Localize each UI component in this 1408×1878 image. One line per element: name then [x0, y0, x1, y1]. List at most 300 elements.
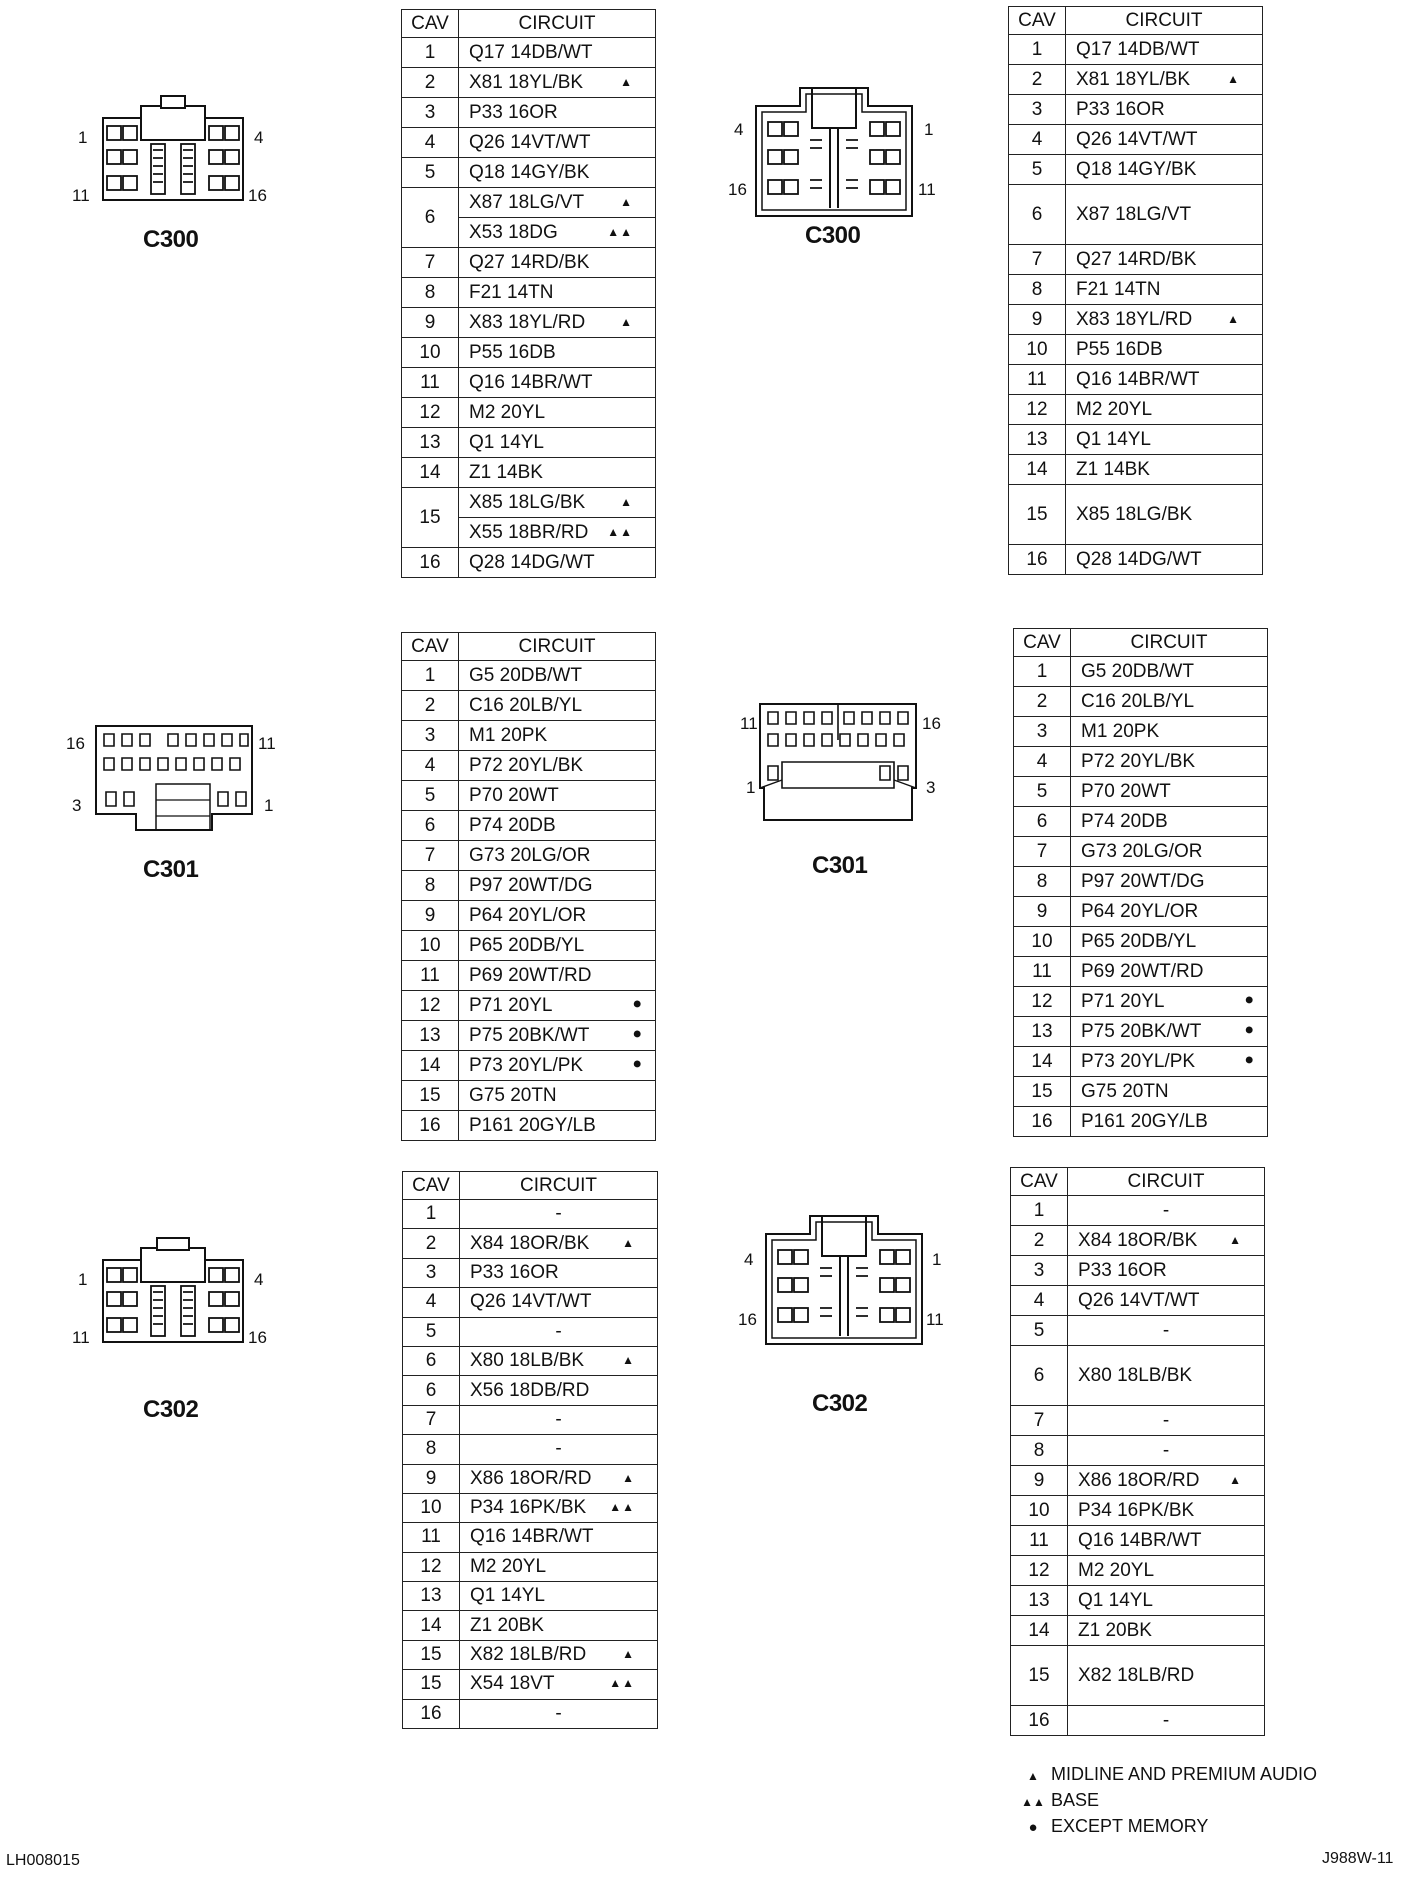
circuit-cell [460, 1346, 658, 1375]
legend-text: EXCEPT MEMORY [1051, 1816, 1209, 1836]
connector-label: C300 [805, 222, 861, 249]
circuit-code: X87 18LG/VT [469, 191, 585, 213]
circuit-cell [1066, 335, 1263, 365]
midline-premium-icon: ▲ [620, 194, 633, 209]
table-row [402, 691, 656, 721]
cavity-number: 5 [403, 1317, 460, 1346]
header-cav: CAV [402, 10, 459, 38]
cavity-number: 5 [1011, 1316, 1068, 1346]
circuit-code: X81 18YL/BK [469, 71, 584, 93]
circuit-code: X80 18LB/BK [1078, 1364, 1193, 1386]
midline-premium-icon: ▲ [622, 1353, 635, 1368]
table-row [1014, 837, 1268, 867]
table-row [403, 1464, 658, 1493]
circuit-code: G75 20TN [469, 1084, 557, 1106]
cavity-number: 15 [403, 1640, 460, 1669]
circuit-code: X84 18OR/BK [1078, 1229, 1198, 1251]
circuit-code: X82 18LB/RD [1078, 1664, 1195, 1686]
circuit-cell [459, 128, 656, 158]
header-circuit: CIRCUIT [460, 1172, 658, 1200]
cavity-number: 2 [402, 691, 459, 721]
table-row [402, 398, 656, 428]
cavity-number: 11 [1014, 957, 1071, 987]
circuit-cell [460, 1552, 658, 1581]
circuit-code: M2 20YL [470, 1555, 547, 1577]
table-row [403, 1405, 658, 1434]
pin-label: 11 [740, 714, 758, 733]
circuit-code: Q28 14DG/WT [1076, 548, 1202, 570]
circuit-cell [1068, 1196, 1265, 1226]
pin-label: 16 [66, 734, 85, 753]
circuit-cell [1068, 1646, 1265, 1706]
table-header-row [1009, 7, 1263, 35]
cavity-number: 12 [403, 1552, 460, 1581]
circuit-cell [459, 721, 656, 751]
circuit-cell [459, 841, 656, 871]
circuit-cell [1068, 1556, 1265, 1586]
table-row [1011, 1226, 1265, 1256]
pin-label: 4 [734, 120, 744, 139]
table-row [402, 811, 656, 841]
cavity-number: 9 [1011, 1466, 1068, 1496]
table-row [402, 901, 656, 931]
table-row [1011, 1586, 1265, 1616]
cavity-number: 1 [402, 38, 459, 68]
cavity-number: 9 [402, 308, 459, 338]
table-row [1009, 335, 1263, 365]
circuit-cell [459, 368, 656, 398]
circuit-code: Q16 14BR/WT [1078, 1529, 1202, 1551]
pinout-table-c302-left [402, 1171, 658, 1729]
circuit-cell [1066, 545, 1263, 575]
circuit-cell [1066, 95, 1263, 125]
cavity-number: 6 [402, 188, 459, 248]
cavity-number: 10 [402, 931, 459, 961]
cavity-number: 7 [403, 1405, 460, 1434]
pin-label: 1 [78, 128, 88, 147]
midline-premium-icon: ▲ [620, 494, 633, 509]
table-row [1014, 657, 1268, 687]
except-memory-icon: ● [1244, 991, 1255, 1009]
base-icon: ▲▲ [609, 1499, 635, 1514]
table-row [1014, 927, 1268, 957]
figure-ref-left: LH008015 [6, 1852, 80, 1869]
circuit-cell [1068, 1496, 1265, 1526]
pin-label: 11 [72, 1328, 90, 1347]
circuit-cell [460, 1523, 658, 1552]
table-header-row [403, 1172, 658, 1200]
table-row [1014, 747, 1268, 777]
circuit-cell [459, 458, 656, 488]
table-row [1009, 185, 1263, 245]
circuit-code: X86 18OR/RD [1078, 1469, 1200, 1491]
circuit-code: P65 20DB/YL [1081, 930, 1197, 952]
circuit-code: Q18 14GY/BK [1076, 158, 1197, 180]
table-header-row [402, 633, 656, 661]
table-row [402, 278, 656, 308]
circuit-code: Q17 14DB/WT [1076, 38, 1200, 60]
table-row [1014, 807, 1268, 837]
circuit-code: - [555, 1203, 562, 1225]
circuit-code: P161 20GY/LB [469, 1114, 596, 1136]
circuit-code: Q1 14YL [470, 1585, 545, 1607]
table-row [1014, 1017, 1268, 1047]
table-row [402, 991, 656, 1021]
circuit-code: Z1 14BK [469, 461, 543, 483]
pin-label: 3 [926, 778, 936, 797]
circuit-code: X80 18LB/BK [470, 1350, 585, 1372]
header-circuit: CIRCUIT [459, 633, 656, 661]
table-row [403, 1200, 658, 1229]
circuit-cell [460, 1258, 658, 1287]
cavity-number: 15 [403, 1670, 460, 1699]
circuit-code: P74 20DB [1081, 810, 1168, 832]
circuit-code: P75 20BK/WT [469, 1024, 590, 1046]
table-row [403, 1229, 658, 1258]
circuit-code: X85 18LG/BK [1076, 503, 1193, 525]
pinout-table-c300-right [1008, 6, 1263, 575]
circuit-cell [1071, 837, 1268, 867]
midline-premium-icon: ▲ [622, 1646, 635, 1661]
circuit-code: X83 18YL/RD [1076, 308, 1193, 330]
circuit-cell [1071, 1017, 1268, 1047]
circuit-cell [460, 1699, 658, 1728]
circuit-cell [459, 931, 656, 961]
circuit-cell [459, 751, 656, 781]
circuit-cell [460, 1288, 658, 1317]
cavity-number: 3 [1009, 95, 1066, 125]
cavity-number: 4 [1009, 125, 1066, 155]
cavity-number: 7 [1009, 245, 1066, 275]
connector-c302-left-drawing [95, 1230, 251, 1350]
cavity-number: 2 [1011, 1226, 1068, 1256]
table-row [1009, 485, 1263, 545]
circuit-code: - [555, 1702, 562, 1724]
table-row [402, 68, 656, 98]
circuit-cell [1068, 1706, 1265, 1736]
table-row [402, 338, 656, 368]
cavity-number: 12 [402, 991, 459, 1021]
cavity-number: 11 [402, 961, 459, 991]
circuit-code: Q26 14VT/WT [1076, 128, 1198, 150]
circuit-cell [1066, 425, 1263, 455]
circuit-code: X84 18OR/BK [470, 1232, 590, 1254]
table-row [1011, 1436, 1265, 1466]
table-row [1011, 1706, 1265, 1736]
circuit-code: P64 20YL/OR [1081, 900, 1199, 922]
circuit-code: P70 20WT [469, 784, 559, 806]
circuit-code: F21 14TN [1076, 278, 1161, 300]
cavity-number: 7 [402, 248, 459, 278]
legend-text: BASE [1051, 1790, 1100, 1810]
cavity-number: 5 [402, 781, 459, 811]
circuit-code: Q16 14BR/WT [1076, 368, 1200, 390]
cavity-number: 7 [1011, 1406, 1068, 1436]
cavity-number: 16 [402, 548, 459, 578]
circuit-code: P73 20YL/PK [1081, 1050, 1196, 1072]
header-cav: CAV [403, 1172, 460, 1200]
circuit-cell [460, 1376, 658, 1405]
table-row [1011, 1556, 1265, 1586]
cavity-number: 12 [1014, 987, 1071, 1017]
cavity-number: 9 [402, 901, 459, 931]
cavity-number: 1 [402, 661, 459, 691]
circuit-code: Q26 14VT/WT [469, 131, 591, 153]
pin-label: 4 [744, 1250, 754, 1269]
midline-premium-icon: ▲ [1229, 1232, 1242, 1247]
circuit-code: Q16 14BR/WT [469, 371, 593, 393]
cavity-number: 2 [1014, 687, 1071, 717]
cavity-number: 3 [402, 721, 459, 751]
circuit-code: P55 16DB [1076, 338, 1163, 360]
cavity-number: 14 [403, 1611, 460, 1640]
circuit-code: Z1 20BK [470, 1614, 544, 1636]
table-row [403, 1493, 658, 1522]
table-row [402, 1081, 656, 1111]
table-row [1014, 1047, 1268, 1077]
cavity-number: 11 [402, 368, 459, 398]
table-row [1009, 395, 1263, 425]
cavity-number: 15 [1014, 1077, 1071, 1107]
cavity-number: 1 [1011, 1196, 1068, 1226]
table-row [403, 1640, 658, 1669]
cavity-number: 13 [402, 1021, 459, 1051]
circuit-cell [1066, 35, 1263, 65]
midline-premium-icon: ▲ [1227, 311, 1240, 326]
circuit-cell [1066, 125, 1263, 155]
circuit-code: - [1162, 1199, 1170, 1221]
header-cav: CAV [402, 633, 459, 661]
pin-label: 11 [926, 1310, 944, 1329]
table-row [1011, 1196, 1265, 1226]
table-row [403, 1258, 658, 1287]
legend-item [1020, 1764, 1317, 1785]
circuit-cell [460, 1405, 658, 1434]
circuit-cell [1066, 395, 1263, 425]
circuit-code: P33 16OR [1078, 1259, 1167, 1281]
cavity-number: 10 [1009, 335, 1066, 365]
cavity-number: 16 [402, 1111, 459, 1141]
table-row [1011, 1406, 1265, 1436]
circuit-code: X53 18DG [469, 221, 558, 243]
cavity-number: 14 [1014, 1047, 1071, 1077]
table-row [403, 1699, 658, 1728]
circuit-cell [460, 1464, 658, 1493]
circuit-cell [1066, 305, 1263, 335]
circuit-cell [1066, 485, 1263, 545]
midline-premium-icon: ▲ [620, 74, 633, 89]
table-row [1014, 717, 1268, 747]
circuit-cell [1071, 807, 1268, 837]
cavity-number: 16 [1009, 545, 1066, 575]
circuit-code: - [1162, 1439, 1170, 1461]
table-row [1011, 1616, 1265, 1646]
circuit-code: - [555, 1408, 562, 1430]
header-circuit: CIRCUIT [1068, 1168, 1265, 1196]
cavity-number: 5 [402, 158, 459, 188]
connector-c300-left-drawing [95, 88, 251, 208]
circuit-code: P161 20GY/LB [1081, 1110, 1208, 1132]
cavity-number: 15 [402, 488, 459, 548]
cavity-number: 15 [402, 1081, 459, 1111]
circuit-cell [459, 781, 656, 811]
circuit-code: P97 20WT/DG [469, 874, 593, 896]
cavity-number: 6 [1011, 1346, 1068, 1406]
table-row [402, 98, 656, 128]
circuit-cell [460, 1582, 658, 1611]
cavity-number: 16 [1011, 1706, 1068, 1736]
table-row [403, 1670, 658, 1699]
circuit-code: F21 14TN [469, 281, 554, 303]
circuit-cell [459, 811, 656, 841]
circuit-code: G75 20TN [1081, 1080, 1169, 1102]
pin-label: 11 [72, 186, 90, 205]
table-row [1011, 1466, 1265, 1496]
circuit-cell [459, 248, 656, 278]
circuit-cell [459, 68, 656, 98]
circuit-code: P72 20YL/BK [469, 754, 584, 776]
cavity-number: 3 [1014, 717, 1071, 747]
pin-label: 16 [248, 186, 267, 205]
table-row [1014, 687, 1268, 717]
cavity-number: 4 [402, 751, 459, 781]
table-row [402, 1021, 656, 1051]
cavity-number: 13 [1011, 1586, 1068, 1616]
figure-ref-right: J988W-11 [1322, 1850, 1394, 1867]
circuit-cell [459, 991, 656, 1021]
circuit-code: P73 20YL/PK [469, 1054, 584, 1076]
table-row [1009, 545, 1263, 575]
circuit-code: - [555, 1320, 562, 1342]
cavity-number: 3 [403, 1258, 460, 1287]
table-row [403, 1611, 658, 1640]
table-row [402, 458, 656, 488]
table-row [403, 1317, 658, 1346]
circuit-code: P64 20YL/OR [469, 904, 587, 926]
circuit-code: M2 20YL [469, 401, 546, 423]
circuit-code: C16 20LB/YL [1081, 690, 1195, 712]
circuit-code: M2 20YL [1078, 1559, 1155, 1581]
circuit-cell [459, 1081, 656, 1111]
circuit-cell [1068, 1406, 1265, 1436]
connector-label: C302 [812, 1390, 868, 1417]
cavity-number: 13 [403, 1582, 460, 1611]
cavity-number: 10 [402, 338, 459, 368]
circuit-code: G73 20LG/OR [1081, 840, 1203, 862]
circuit-cell [1071, 747, 1268, 777]
midline-premium-icon: ▲ [622, 1470, 635, 1485]
table-row [402, 188, 656, 218]
pinout-table-c302-right [1010, 1167, 1265, 1736]
table-row [1014, 1107, 1268, 1137]
circuit-cell [459, 1021, 656, 1051]
circuit-cell [1068, 1256, 1265, 1286]
circuit-cell [1071, 897, 1268, 927]
table-row [1009, 425, 1263, 455]
circuit-code: G5 20DB/WT [469, 664, 582, 686]
circuit-cell [459, 1111, 656, 1141]
cavity-number: 11 [1011, 1526, 1068, 1556]
table-row [402, 158, 656, 188]
pin-label: 11 [258, 734, 276, 753]
circuit-code: P65 20DB/YL [469, 934, 585, 956]
header-circuit: CIRCUIT [1071, 629, 1268, 657]
cavity-number: 2 [403, 1229, 460, 1258]
pin-label: 1 [746, 778, 756, 797]
pin-label: 4 [254, 128, 264, 147]
table-row [1009, 125, 1263, 155]
table-row [1009, 35, 1263, 65]
circuit-cell [459, 518, 656, 548]
except-memory-icon: ● [632, 995, 643, 1013]
table-row [1014, 957, 1268, 987]
table-row [402, 871, 656, 901]
pin-label: 1 [78, 1270, 88, 1289]
cavity-number: 3 [402, 98, 459, 128]
cavity-number: 6 [403, 1346, 460, 1375]
circuit-cell [459, 218, 656, 248]
table-row [402, 368, 656, 398]
circuit-cell [459, 661, 656, 691]
circuit-cell [459, 691, 656, 721]
circuit-cell [1071, 867, 1268, 897]
table-row [1009, 275, 1263, 305]
table-row [1011, 1286, 1265, 1316]
table-header-row [402, 10, 656, 38]
circuit-cell [459, 548, 656, 578]
pin-label: 1 [932, 1250, 942, 1269]
circuit-code: X82 18LB/RD [470, 1644, 587, 1666]
table-row [402, 721, 656, 751]
table-row [402, 931, 656, 961]
cavity-number: 13 [402, 428, 459, 458]
circuit-cell [460, 1200, 658, 1229]
circuit-cell [459, 338, 656, 368]
circuit-cell [1071, 987, 1268, 1017]
table-row [403, 1582, 658, 1611]
circuit-code: X86 18OR/RD [470, 1467, 592, 1489]
table-row [402, 428, 656, 458]
circuit-cell [459, 278, 656, 308]
cavity-number: 1 [1009, 35, 1066, 65]
table-row [402, 781, 656, 811]
circuit-cell [1071, 957, 1268, 987]
midline-premium-icon: ▲ [620, 314, 633, 329]
circuit-cell [1066, 155, 1263, 185]
cavity-number: 5 [1014, 777, 1071, 807]
circuit-code: Q1 14YL [469, 431, 544, 453]
circuit-cell [1071, 1107, 1268, 1137]
table-row [403, 1376, 658, 1405]
circuit-code: X85 18LG/BK [469, 491, 586, 513]
pin-label: 1 [264, 796, 274, 815]
circuit-code: X54 18VT [470, 1673, 555, 1695]
table-header-row [1011, 1168, 1265, 1196]
connector-label: C300 [143, 226, 199, 253]
cavity-number: 12 [1009, 395, 1066, 425]
table-row [1011, 1256, 1265, 1286]
circuit-cell [1068, 1436, 1265, 1466]
circuit-cell [460, 1435, 658, 1464]
cavity-number: 2 [1009, 65, 1066, 95]
circuit-code: P69 20WT/RD [469, 964, 592, 986]
table-row [1011, 1526, 1265, 1556]
legend-item [1020, 1816, 1208, 1837]
circuit-code: P34 16PK/BK [1078, 1499, 1195, 1521]
circuit-cell [460, 1229, 658, 1258]
circuit-cell [459, 901, 656, 931]
circuit-cell [459, 398, 656, 428]
